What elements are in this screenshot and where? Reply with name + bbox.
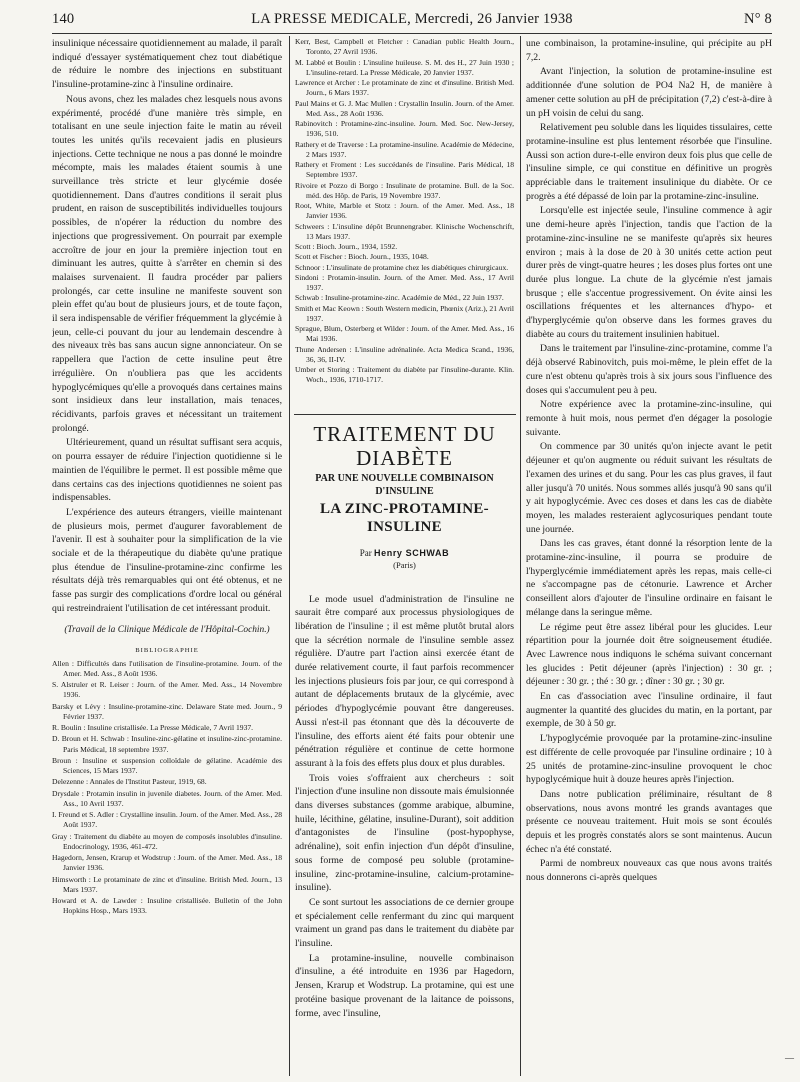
reference-entry: Rivoire et Pozzo di Borgo : Insulinate de protamine. Bull. de la Soc. méd. des Hôp. de Paris, 19 Novembre 1937.	[295, 180, 514, 200]
author-name: Henry SCHWAB	[374, 547, 450, 558]
bibliography-entry: Himsworth : Le protaminate de zinc et d'insuline. British Med. Journ., 13 Mars 1937.	[52, 874, 282, 894]
reference-entry: M. Labbé et Boulin : L'insuline huileuse. S. M. des H., 27 Juin 1930 ; L'insuline-retard. La Presse Médicale, 20 Janvier 1937.	[295, 57, 514, 77]
body-paragraph: La protamine-insuline, nouvelle combinaison d'insuline, a été introduite en 1936 par Hagedorn, Jensen, Krarup et Wodstrup. La protamine, qui est une protéine basique provenant de la laitance de poissons, forme, avec l'insuline,	[295, 952, 514, 1019]
body-paragraph: Nous avons, chez les malades chez lesquels nous avons expérimenté, procédé d'une manière très simple, en totalisant en une seule injection faite le matin au réveil toutes les unités qu'ils recevaient jadis en plusieurs injections. Cette technique ne nous a pas donné le moindre mécompte, mais les malades étaient soumis à une surveillance très stricte et leur glycémie dosée quotidiennement. Dans d'autres conditions il serait plus prudent, en raison de susceptibilités individuelles toujours possibles, de n'opérer la réduction du nombre des injections que progressivement. On pourrait par exemple accroître de jour en jour la première injection tout en diminuant les autres, quitte à s'arrêter en chemin si des malaises survenaient. Il faudra procéder par paliers prolongés, car cette insuline ne manifeste souvent son plein effet qu'au bout de plusieurs jours, et de toute façon, il sera indispensable de vérifier fréquemment la glycémie à jeun, celle-ci pouvant du jour au lendemain descendre à des niveaux très bas sans aucun signe annonciateur. On se rappellera que l'action de cette insuline peut être irrégulière. On n'oubliera pas que les accidents hypoglycémiques qu'elle a provoqués dans certaines mains sont insidieux dans leur installation, mais tenaces, récidivants, parfois graves et nécessitant un traitement prolongé.	[52, 93, 282, 434]
body-paragraph: Lorsqu'elle est injectée seule, l'insuline commence à agir une demi-heure après l'injection, tandis que l'action de la protamine-zinc-insuline ne se manifeste qu'après six heures environ ; mais à la dose de 20 à 30 unités cette action peut durer près de vingt-quatre heures ; les doses plus fortes ont une durée plus longue. La chute de la glycémie n'est jamais brusque ; elle s'accentue progressivement. On évite ainsi les oscillations fréquentes et les alternances d'hypo- et d'hyperglycémie qu'on observe dans les formes graves du diabète au cours du traitement insulinien habituel.	[526, 205, 772, 340]
bibliography-entry: D. Broun et H. Schwab : Insuline-zinc-gélatine et insuline-zinc-protamine. Paris Médical, 18 septembre 1937.	[52, 734, 282, 754]
body-paragraph: Relativement peu soluble dans les liquides tissulaires, cette protamine-insuline est plus lentement résorbée que l'insuline. Aussi son action dure-t-elle environ deux fois plus que celle de l'insuline simple, ce qui constitue en définitive un progrès appréciable dans le traitement insulinique du diabète. Or ce progrès a été dépassé de loin par la protamine-zinc-insuline.	[526, 122, 772, 202]
bibliography-entry: Allen : Difficultés dans l'utilisation de l'insuline-protamine. Journ. of the Amer. Med. Ass., 8 Août 1936.	[52, 658, 282, 678]
reference-entry: Lawrence et Archer : Le protaminate de zinc et d'insuline. British Med. Journ., 6 Mars 1937.	[295, 78, 514, 98]
body-paragraph: Le mode usuel d'administration de l'insuline ne saurait être comparé aux processus physiologiques de libération de l'insuline ; il est même plutôt brutal alors que la sécrétion normale de l'insuline semble assez régulière. D'autre part l'action ainsi exercée étant de durée relativement courte, il faut parfois recommencer les injections plusieurs fois par jour, ce qui correspond à autant de déplacements brutaux de la glycémie, avec périodes d'hypoglycémie pouvant être dangereuses. Aussi n'est-il pas étonnant que dès la découverte de l'insuline, des efforts aient été faits pour obtenir une pénétration régulière et continue de cette hormone assurant à la fois des effets plus doux et plus durables.	[295, 593, 514, 769]
column-2	[295, 37, 514, 1077]
author-prefix: Par	[359, 547, 372, 558]
reference-entry: Paul Mains et G. J. Mac Mullen : Crystallin Insulin. Journ. of the Amer. Med. Ass., 28 Août 1936.	[295, 98, 514, 118]
reference-entry: Scott : Bioch. Journ., 1934, 1592.	[295, 242, 398, 251]
column-1	[52, 37, 282, 1077]
column-rule-right	[520, 36, 521, 1076]
reference-entry: Rathery et de Traverse : La protamine-insuline. Académie de Médecine, 2 Mars 1937.	[295, 139, 514, 159]
article-title-block	[295, 422, 514, 536]
column-3	[526, 37, 772, 1077]
issue-number: N° 8	[744, 11, 772, 27]
reference-entry: Root, White, Marble et Stotz : Journ. of the Amer. Med. Ass., 18 Janvier 1936.	[295, 201, 514, 221]
body-paragraph: Parmi de nombreux nouveaux cas que nous avons traités nous donnerons ci-après quelques	[526, 858, 772, 884]
article-subtitle: D'INSULINE	[375, 485, 434, 497]
body-paragraph: Dans le traitement par l'insuline-zinc-protamine, comme l'a déjà observé Rabinovitch, puis moi-même, le plein effet de la cure n'est obtenu qu'après trois à six jours sous l'influence des doses qui s'accumulent peu à peu.	[526, 343, 772, 396]
page-header	[52, 6, 772, 32]
body-paragraph: Dans les cas graves, étant donné la résorption lente de la protamine-zinc-insuline, il pourra se produire de l'hyperglycémie immédiatement après les repas, mais celle-ci ne s'accompagne pas de cétonurie. Lawrence et Archer conseillent alors d'ajouter de l'insuline ordinaire en faisant le mélange dans la seringue même.	[526, 538, 772, 618]
bibliography-entry: Howard et A. de Lawder : Insuline cristallisée. Bulletin of the John Hopkins Hosp., Mars 1933.	[52, 896, 282, 916]
bibliography-entry: Hagedorn, Jensen, Krarup et Wodstrup : Journ. of the Amer. Med. Ass., 18 Janvier 1936.	[52, 853, 282, 873]
bibliography-entry: Broun : Insuline et suspension colloïdale de gélatine. Académie des Sciences, 15 Mars 1937.	[52, 755, 282, 776]
author-line	[295, 547, 514, 559]
reference-entry: Rathery et Froment : Les succédanés de l'insuline. Paris Médical, 18 Septembre 1937.	[295, 160, 514, 180]
body-paragraph: Ultérieurement, quand un résultat suffisant sera acquis, on pourra essayer de réduire l'injection quotidienne si le maintien de l'équilibre le permet. Il est possible même que dans certains cas des injections quotidiennes ne soient pas indispensables.	[52, 437, 282, 504]
bibliography-entry: Drysdale : Protamin insulin in juvenile diabetes. Journ. of the Amer. Med. Ass., 10 Avril 1937.	[52, 788, 282, 808]
page-number: 140	[52, 11, 75, 27]
bibliography-entry: Gray : Traitement du diabète au moyen de composés insolubles d'insuline. Endocrinology, 1936, 461-472.	[52, 831, 282, 851]
column-rule-left	[289, 36, 290, 1076]
author-city: (Paris)	[393, 559, 416, 570]
body-paragraph: Dans notre publication préliminaire, résultant de 8 observations, nous avons montré les grands avantages que présente ce nouveau traitement. Huit mois se sont écoulés depuis et les progrès constatés alors se sont maintenus. Aucun échec n'a été constaté.	[526, 788, 772, 855]
body-paragraph: Notre expérience avec la protamine-zinc-insuline, qui remonte à huit mois, nous permet d'en dégager la posologie suivante.	[526, 399, 772, 438]
continuation-mark: —	[785, 1053, 794, 1063]
bibliography-entry: I. Freund et S. Adler : Crystalline insulin. Journ. of the Amer. Med. Ass., 28 Août 1937.	[52, 810, 282, 830]
bibliography-entry: Delezenne : Annales de l'Institut Pasteur, 1919, 68.	[52, 777, 207, 787]
reference-entry: Kerr, Best, Campbell et Fletcher : Canadian public Health Journ., Toronto, 27 Avril 1936.	[295, 37, 514, 57]
body-paragraph: une combinaison, la protamine-insuline, qui précipite au pH 7,2.	[526, 38, 772, 63]
article-subtitle-main: LA ZINC-PROTAMINE-INSULINE	[320, 500, 489, 535]
bibliography-entry: Barsky et Lévy : Insuline-protamine-zinc. Delaware State med. Journ., 9 Février 1937.	[52, 701, 282, 721]
bibliography-entry: R. Boulin : Insuline cristallisée. La Presse Médicale, 7 Avril 1937.	[52, 723, 254, 733]
journal-title: LA PRESSE MEDICALE, Mercredi, 26 Janvier 1938	[251, 11, 573, 27]
body-paragraph: Avant l'injection, la solution de protamine-insuline est additionnée d'une solution de PO4 Na2 H, de manière à amener cette solution au pH de précipitation (7,2) c'est-à-dire à un pH voisin de celui du sang.	[526, 66, 772, 119]
institution-note: (Travail de la Clinique Médicale de l'Hôpital-Cochin.)	[64, 624, 270, 635]
reference-entry: Scott et Fischer : Bioch. Journ., 1935, 1048.	[295, 252, 429, 262]
body-paragraph: L'hypoglycémie provoquée par la protamine-zinc-insuline est différente de celle provoquée par l'insuline ordinaire ; 10 à 25 unités de protamine-zinc-insuline provoquent le choc hypoglycémique huit à douze heures après l'injection.	[526, 733, 772, 786]
article-title: TRAITEMENT DU DIABÈTE	[313, 421, 496, 470]
reference-entry: Schweers : L'insuline dépôt Brunnengraber. Klinische Wochenschrift, 13 Mars 1937.	[295, 221, 514, 241]
reference-entry: Sprague, Blum, Osterberg et Wilder : Journ. of the Amer. Med. Ass., 16 Mai 1936.	[295, 324, 514, 344]
header-rule	[52, 33, 772, 34]
article-subtitle: PAR UNE NOUVELLE COMBINAISON	[315, 472, 494, 484]
bibliography-entry: S. Alstruler et R. Leiser : Journ. of the Amer. Med. Ass., 14 Novembre 1936.	[52, 680, 282, 700]
reference-entry: Smith et Mac Keown : South Western medicin, Phœnix (Ariz.), 21 Avril 1937.	[295, 303, 514, 323]
body-paragraph: En cas d'association avec l'insuline ordinaire, il faut augmenter la quantité des glucides du matin, en la portant, par exemple, de 30 à 50 gr.	[526, 691, 772, 730]
reference-entry: Schnoor : L'insulinate de protamine chez les diabétiques chirurgicaux.	[295, 262, 509, 272]
reference-entry: Schwab : Insuline-protamine-zinc. Académie de Méd., 22 Juin 1937.	[295, 293, 504, 303]
body-paragraph: Le régime peut être assez libéral pour les glucides. Leur répartition pour la journée doit être soigneusement étudiée. Avec Lawrence nous indiquons le schéma suivant concernant les glucides : Petit déjeuner (après l'injection) : 30 gr. ; déjeuner : 30 gr. ; thé : 30 gr. ; dîner : 30 gr. ; 30 gr.	[526, 621, 772, 688]
reference-entry: Umber et Storing : Traitement du diabète par l'insuline-durante. Klin. Woch., 1936, 1710-1717.	[295, 365, 514, 385]
reference-entry: Rabinovitch : Protamine-zinc-insuline. Journ. Med. Soc. New-Jersey, 1936, 510.	[295, 119, 514, 139]
reference-entry: Sindoni : Protamin-insulin. Journ. of the Amer. Med. Ass., 17 Avril 1937.	[295, 272, 514, 292]
body-paragraph: Trois voies s'offraient aux chercheurs : soit l'injection d'une insuline non dissoute mais émulsionnée dans diverses substances (gomme arabique, albumine, huile, lécithine, gélatine, insuline-Durant), soit addition d'antagonistes de l'insuline (post-hypophyse, adrénaline), soit enfin injection d'un dépôt d'insuline, sous forme de composé peu soluble (protamine-insuline, zinc-protamine-insuline, calcium-protamine-insuline).	[295, 772, 514, 894]
body-paragraph: insulinique nécessaire quotidiennement au malade, il paraît indiqué d'essayer systématiquement chez tout diabétique de réduire le nombre des injections en substituant l'insuline-protamine-zinc à l'insuline ordinaire.	[52, 38, 282, 91]
bibliography-heading: BIBLIOGRAPHIE	[135, 646, 199, 654]
body-paragraph: On commence par 30 unités qu'on injecte avant le petit déjeuner et qu'on augmente ou réduit suivant les résultats de l'examen des urines et du sang. Pour les cas plus graves, il faut aller jusqu'à 70 unités. Nous sommes allés jusqu'à 90 sans qu'il y ait hypoglycémie. Avec ces doses et dans les cas de diabète moyen, les malades resteraient aglycosuriques pendant toute une journée.	[526, 441, 772, 535]
body-paragraph: Ce sont surtout les associations de ce dernier groupe et spécialement celle renfermant du zinc qui marquent vraiment un grand pas dans le traitement du diabète par l'insuline.	[295, 896, 514, 950]
body-paragraph: L'expérience des auteurs étrangers, vieille maintenant de plusieurs mois, permet d'augurer favorablement de l'avenir. Il est à souhaiter pour la simplification de la vie sociale et de la thérapeutique du diabète qu'une pratique plus étendue de l'insuline-protamine-zinc confirme les résultats déjà très remarquables qui ont été obtenus, et ne fasse pas surgir des complications d'ordre local ou général qui restreindraient l'utilisation de cet intéressant produit.	[52, 506, 282, 614]
reference-entry: Thune Andersen : L'insuline adrénalinée. Acta Medica Scand., 1936, 36, 36, II-IV.	[295, 344, 514, 364]
